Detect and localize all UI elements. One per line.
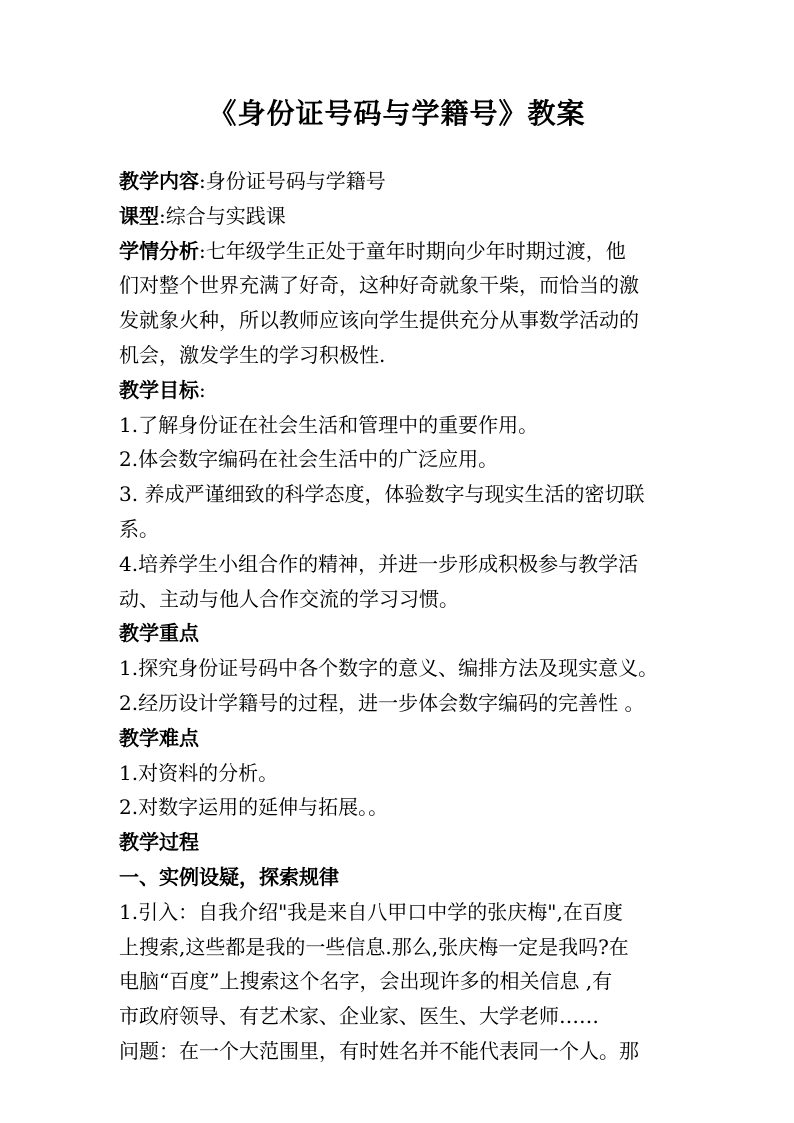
line-text: 问题：在一个大范围里，有时姓名并不能代表同一个人。那 bbox=[119, 1038, 639, 1063]
section-heading: 教学重点 bbox=[119, 621, 199, 646]
text-line bbox=[119, 930, 679, 965]
line-text: 4.培养学生小组合作的精神，并进一步形成积极参与教学活 bbox=[119, 551, 639, 576]
line-text: 2.对数字运用的延伸与拓展。。 bbox=[119, 795, 389, 820]
text-line bbox=[119, 338, 679, 373]
text-line bbox=[119, 408, 679, 443]
line-text: 2.经历设计学籍号的过程，进一步体会数字编码的完善性 。 bbox=[119, 690, 645, 715]
text-line bbox=[119, 790, 679, 825]
text-line bbox=[119, 303, 679, 338]
text-line bbox=[119, 860, 679, 895]
line-text: 系。 bbox=[119, 516, 159, 541]
text-line bbox=[119, 373, 679, 408]
text-line bbox=[119, 477, 679, 512]
section-heading: 教学难点 bbox=[119, 725, 199, 750]
text-line bbox=[119, 964, 679, 999]
line-text: 动、主动与他人合作交流的学习习惯。 bbox=[119, 586, 459, 611]
section-heading: 教学过程 bbox=[119, 830, 199, 855]
section-heading: 一、实例设疑，探索规律 bbox=[119, 864, 339, 889]
line-text: 1.探究身份证号码中各个数字的意义、编排方法及现实意义。 bbox=[119, 656, 659, 681]
text-line bbox=[119, 999, 679, 1034]
text-line bbox=[119, 547, 679, 582]
line-text: :七年级学生正处于童年时期向少年时期过渡，他 bbox=[199, 238, 626, 263]
text-line bbox=[119, 582, 679, 617]
text-line bbox=[119, 442, 679, 477]
line-text: : bbox=[199, 377, 206, 402]
line-text: 机会，激发学生的学习积极性. bbox=[119, 342, 386, 367]
document-body bbox=[119, 164, 679, 1069]
line-text: 市政府领导、有艺术家、企业家、医生、大学老师…… bbox=[119, 1004, 599, 1029]
text-line bbox=[119, 268, 679, 303]
section-label: 教学目标 bbox=[119, 377, 199, 402]
text-line bbox=[119, 895, 679, 930]
text-line bbox=[119, 164, 679, 199]
line-text: :综合与实践课 bbox=[159, 203, 286, 228]
line-text: 们对整个世界充满了好奇，这种好奇就象干柴，而恰当的激 bbox=[119, 273, 639, 298]
section-label: 教学内容 bbox=[119, 169, 199, 193]
line-text: 发就象火种，所以教师应该向学生提供充分从事数学活动的 bbox=[119, 308, 639, 333]
line-text: :身份证号码与学籍号 bbox=[199, 169, 386, 193]
section-label: 课型 bbox=[119, 203, 159, 228]
text-line bbox=[119, 686, 679, 721]
line-text: 电脑“百度”上搜索这个名字，会出现许多的相关信息 ,有 bbox=[119, 969, 613, 994]
section-label: 学情分析 bbox=[119, 238, 199, 263]
text-line bbox=[119, 756, 679, 791]
line-text: 2.体会数字编码在社会生活中的广泛应用。 bbox=[119, 447, 499, 472]
text-line bbox=[119, 512, 679, 547]
text-line bbox=[119, 1034, 679, 1069]
text-line bbox=[119, 651, 679, 686]
line-text: 3. 养成严谨细致的科学态度，体验数字与现实生活的密切联 bbox=[119, 482, 645, 507]
text-line bbox=[119, 825, 679, 860]
text-line bbox=[119, 721, 679, 756]
text-line bbox=[119, 234, 679, 269]
line-text: 上搜索,这些都是我的一些信息.那么,张庆梅一定是我吗?在 bbox=[119, 934, 629, 959]
text-line bbox=[119, 199, 679, 234]
line-text: 1.引入：自我介绍"我是来自八甲口中学的张庆梅",在百度 bbox=[119, 899, 623, 924]
line-text: 1.对资料的分析。 bbox=[119, 760, 279, 785]
text-line bbox=[119, 616, 679, 651]
line-text: 1.了解身份证在社会生活和管理中的重要作用。 bbox=[119, 412, 539, 437]
document-title: 《身份证号码与学籍号》教案 bbox=[208, 97, 586, 130]
